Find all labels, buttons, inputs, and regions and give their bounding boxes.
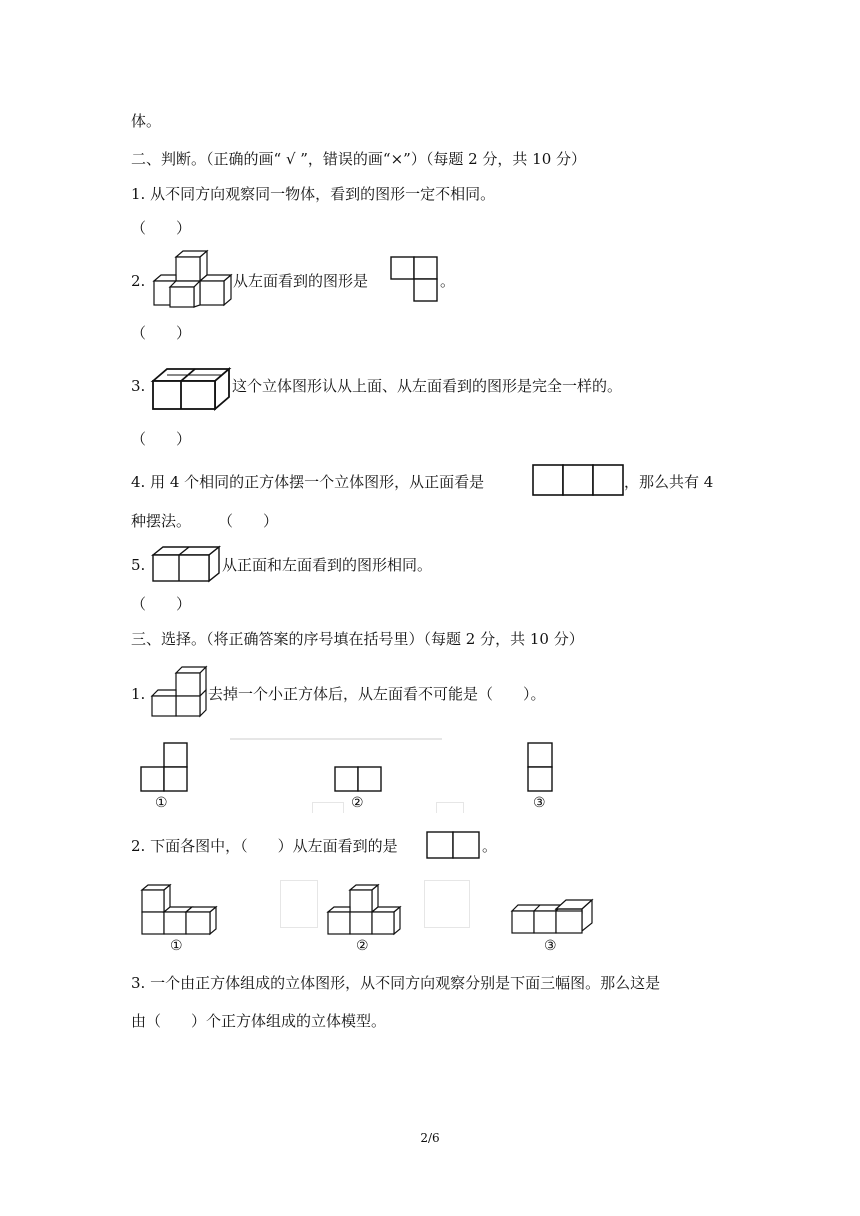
s3-q2-option-1-label: ① <box>170 938 183 954</box>
s3-q3-line2: 由（ ）个正方体组成的立体模型。 <box>131 1012 387 1030</box>
s3-q3-line1: 3. 一个由正方体组成的立体图形，从不同方向观察分别是下面三幅图。那么这是 <box>131 974 661 992</box>
s2-q3-num: 3. <box>131 377 146 395</box>
s3-q2-text: 2. 下面各图中，（ ）从左面看到的是 <box>131 837 398 855</box>
s3-q2-end: 。 <box>482 837 498 855</box>
scan-artifact <box>230 738 442 740</box>
page-number: 2/6 <box>420 1131 440 1145</box>
q5-two-cube-figure <box>151 545 221 583</box>
s3-q2-option-3-figure <box>510 899 594 937</box>
s2-q4-part2: ，那么共有 4 <box>624 473 714 491</box>
s3-q1-num: 1. <box>131 685 146 703</box>
s3-q1-option-1-label: ① <box>155 795 168 811</box>
q4-front-view-figure <box>532 464 624 496</box>
s3-q2-option-2-label: ② <box>356 938 369 954</box>
s3-q2-left-view-figure <box>426 831 480 859</box>
s2-q2-end: 。 <box>440 272 456 290</box>
s3-q1-option-1-figure <box>140 742 188 792</box>
scan-artifact <box>436 802 464 813</box>
s2-q4-part1: 4. 用 4 个相同的正方体摆一个立体图形，从正面看是 <box>131 473 485 491</box>
s2-q3-text: 这个立体图形认从上面、从左面看到的图形是完全一样的。 <box>232 377 623 395</box>
s2-q2-answer-paren: （ ） <box>131 324 192 342</box>
s2-q4-answer-paren: （ ） <box>218 512 279 530</box>
s3-q2-option-2-figure <box>326 884 402 936</box>
s2-q5-answer-paren: （ ） <box>131 595 192 613</box>
s3-q1-option-2-label: ② <box>351 795 364 811</box>
s2-q5-text: 从正面和左面看到的图形相同。 <box>222 556 433 574</box>
s2-q2-num: 2. <box>131 272 146 290</box>
scan-artifact <box>424 880 470 928</box>
s3-q2-option-3-label: ③ <box>544 938 557 954</box>
section2-heading: 二、判断。（正确的画“ √ ”，错误的画“×”）（每题 2 分，共 10 分） <box>131 150 587 168</box>
s2-q3-answer-paren: （ ） <box>131 430 192 448</box>
s3-q1-text: 去掉一个小正方体后，从左面看不可能是（ ）。 <box>208 685 546 703</box>
s2-q2-text: 从左面看到的图形是 <box>233 272 369 290</box>
scan-artifact <box>312 802 344 813</box>
scan-artifact <box>280 880 318 928</box>
q3-two-cube-figure <box>151 365 231 411</box>
s3-q1-option-3-figure <box>527 742 553 792</box>
q2-left-view-figure <box>390 256 438 302</box>
q2-cube-stack-figure <box>150 250 232 308</box>
s3-q2-option-1-figure <box>140 884 218 936</box>
s2-q4-part3: 种摆法。 <box>131 512 192 530</box>
s3-q1-cube-figure <box>150 666 208 718</box>
s2-q5-num: 5. <box>131 556 146 574</box>
continuation-text: 体。 <box>131 112 162 130</box>
s3-q1-option-2-figure <box>334 766 382 792</box>
s3-q1-option-3-label: ③ <box>533 795 546 811</box>
s2-question-1: 1. 从不同方向观察同一物体，看到的图形一定不相同。 <box>131 185 496 203</box>
section3-heading: 三、选择。（将正确答案的序号填在括号里）（每题 2 分，共 10 分） <box>131 630 584 648</box>
s2-q1-answer-paren: （ ） <box>131 219 192 237</box>
